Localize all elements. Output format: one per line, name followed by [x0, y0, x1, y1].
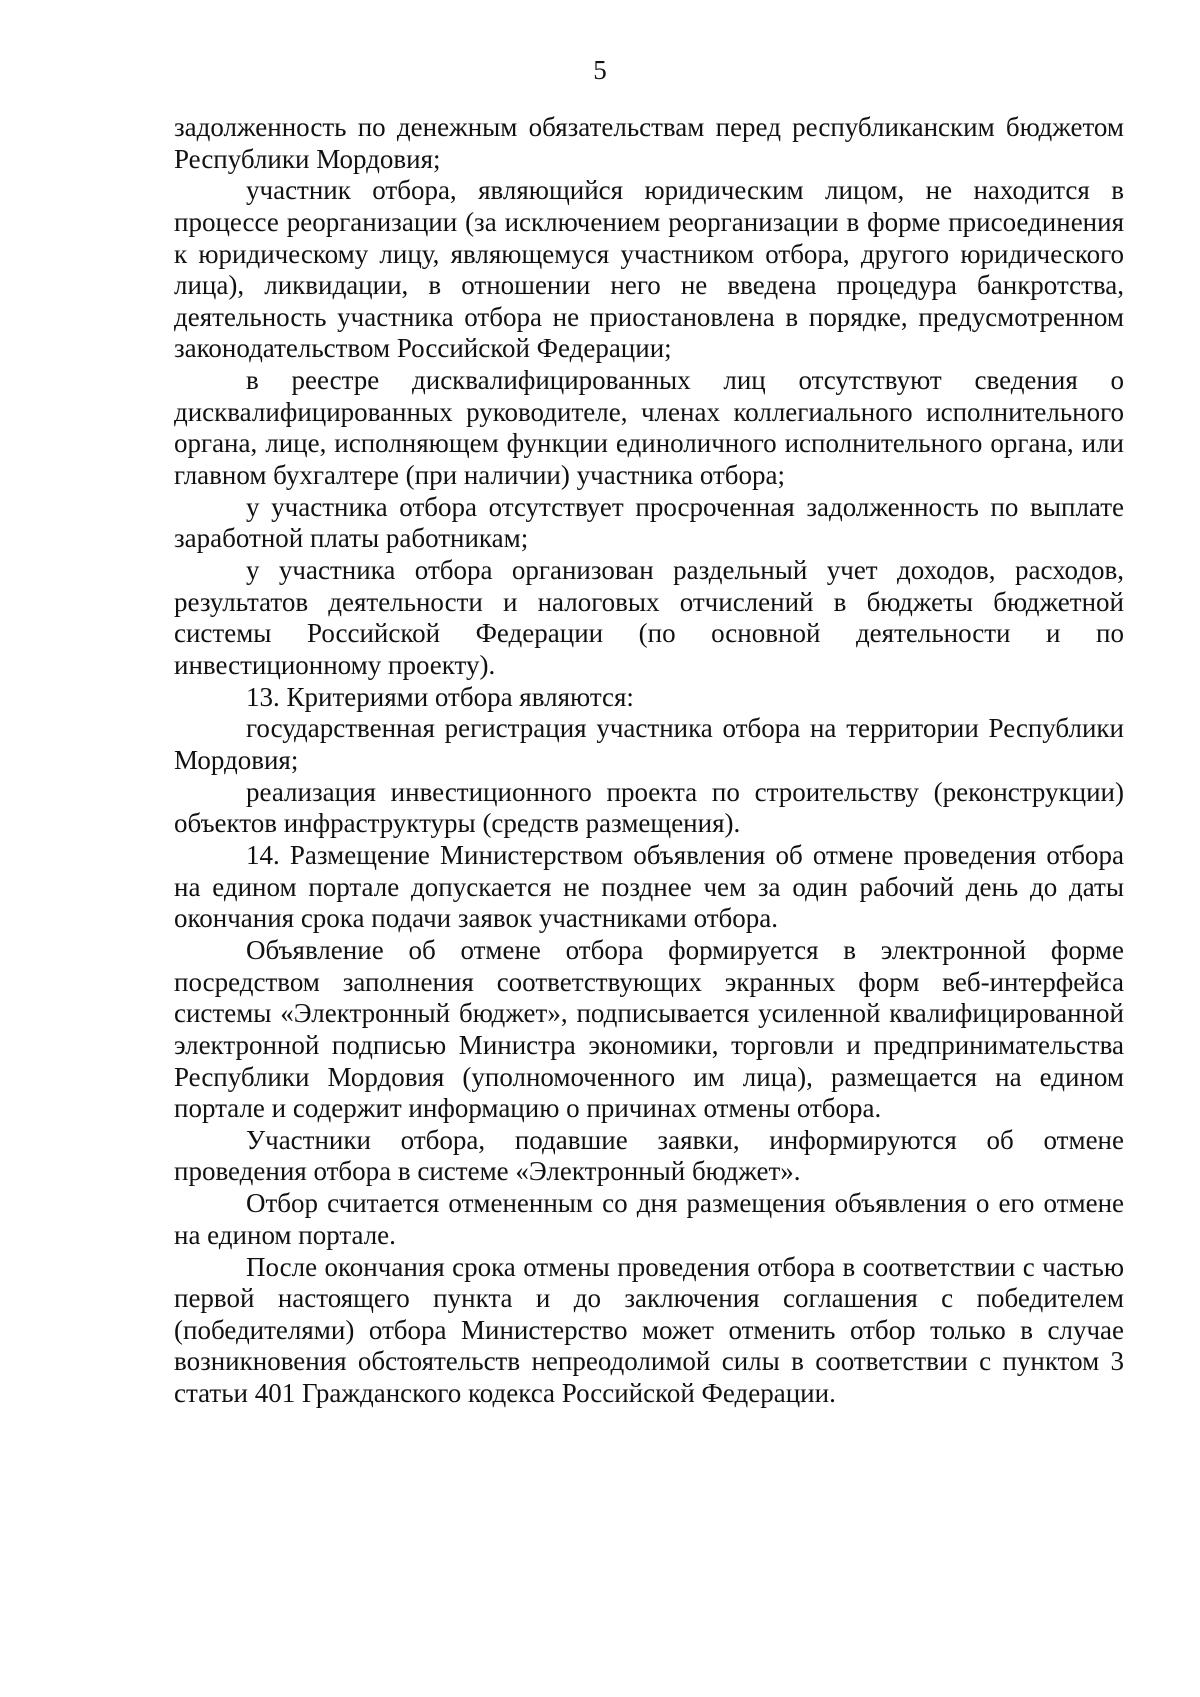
paragraph-continuation: задолженность по денежным обязательствам перед республиканским бюджетом Республики Мордовия;: [174, 112, 1124, 174]
paragraph-selection-cancelled: Отбор считается отмененным со дня размещения объявления о его отмене на едином портале.: [174, 1188, 1124, 1250]
paragraph-project-implementation: реализация инвестиционного проекта по строительству (реконструкции) объектов инфраструктуры (средств размещения).: [174, 776, 1124, 839]
document-body: [174, 112, 1124, 1410]
page-number: 5: [593, 55, 607, 85]
paragraph-disqualified-persons: в реестре дисквалифицированных лиц отсутствуют сведения о дисквалифицированных руководителе, членах коллегиального исполнительного органа, лице, исполняющем функции единоличного исполнительного органа, или главном бухгалтере (при наличии) участника отбора;: [174, 365, 1124, 490]
paragraph-13-criteria-heading: 13. Критериями отбора являются:: [246, 681, 634, 712]
paragraph-state-registration: государственная регистрация участника отбора на территории Республики Мордовия;: [174, 713, 1124, 775]
paragraph-salary-debt: у участника отбора отсутствует просроченная задолженность по выплате заработной платы работникам;: [174, 491, 1124, 554]
paragraph-cancellation-form: Объявление об отмене отбора формируется в электронной форме посредством заполнения соответствующих экранных форм веб-интерфейса системы «Электронный бюджет», подписывается усиленной квалифицированной электронной подписью Министра экономики, торговли и предпринимательства Республики Мордовия (уполномоченного им лица), размещается на едином портале и содержит информацию о причинах отмены отбора.: [174, 935, 1124, 1124]
paragraph-participants-informed: Участники отбора, подавшие заявки, информируются об отмене проведения отбора в системе «Электронный бюджет».: [174, 1124, 1124, 1187]
paragraph-14-cancellation-notice: 14. Размещение Министерством объявления об отмене проведения отбора на едином портале допускается не позднее чем за один рабочий день до даты окончания срока подачи заявок участниками отбора.: [174, 840, 1124, 934]
paragraph-no-reorganization: участник отбора, являющийся юридическим лицом, не находится в процессе реорганизации (за исключением реорганизации в форме присоединения к юридическому лицу, являющемуся участником отбора, другого юридического лица), ликвидации, в отношении него не введена процедура банкротства, деятельность участника отбора не приостановлена в порядке, предусмотренном законодательством Российской Федерации;: [174, 175, 1124, 364]
paragraph-separate-accounting: у участника отбора организован раздельный учет доходов, расходов, результатов деятельности и налоговых отчислений в бюджеты бюджетной системы Российской Федерации (по основной деятельности и по инвестиционному проекту).: [174, 555, 1124, 680]
paragraph-force-majeure: После окончания срока отмены проведения отбора в соответствии с частью первой настоящего пункта и до заключения соглашения с победителем (победителями) отбора Министерство может отменить отбор только в случае возникновения обстоятельств непреодолимой силы в соответствии с пунктом 3 статьи 401 Гражданского кодекса Российской Федерации.: [174, 1251, 1124, 1408]
